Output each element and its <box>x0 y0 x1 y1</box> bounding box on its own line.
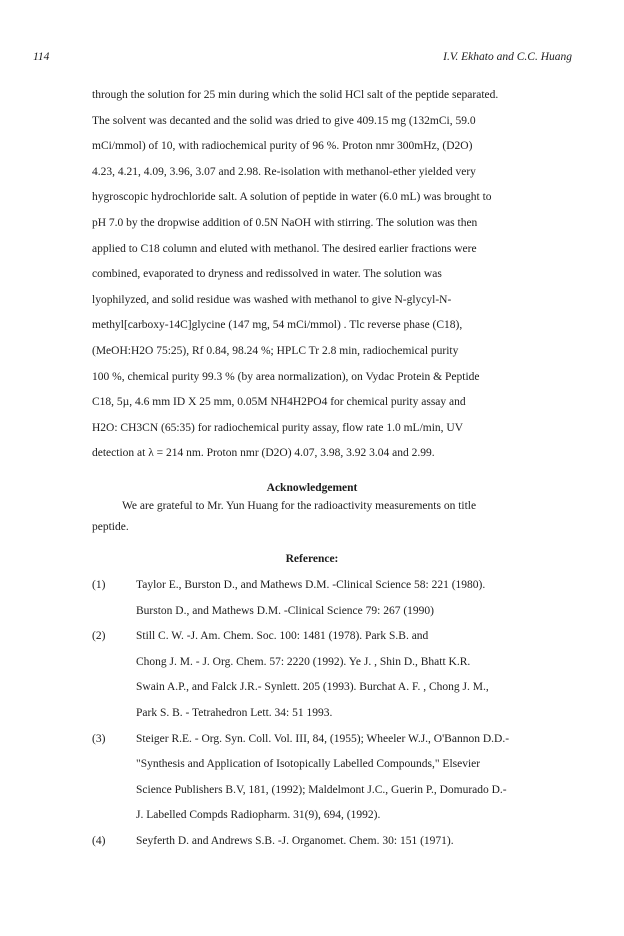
reference-line: Science Publishers B.V, 181, (1992); Maldelmont J.C., Guerin P., Domurado D.- <box>136 783 507 796</box>
body-line: mCi/mmol) of 10, with radiochemical purity of 96 %. Proton nmr 300mHz, (D2O) <box>92 140 473 153</box>
acknowledgement-line: We are grateful to Mr. Yun Huang for the radioactivity measurements on title <box>122 500 477 512</box>
acknowledgement-heading: Acknowledgement <box>266 482 358 494</box>
body-line: The solvent was decanted and the solid was dried to give 409.15 mg (132mCi, 59.0 <box>92 114 476 127</box>
references-heading: Reference: <box>285 553 339 565</box>
body-line: hygroscopic hydrochloride salt. A solution of peptide in water (6.0 mL) was brought to <box>92 191 492 204</box>
reference-item <box>92 727 572 829</box>
page-number: 114 <box>33 51 50 63</box>
body-line: applied to C18 column and eluted with methanol. The desired earlier fractions were <box>92 242 477 255</box>
reference-item <box>92 829 572 855</box>
body-line: methyl[carboxy-14C]glycine (147 mg, 54 mCi/mmol) . Tlc reverse phase (C18), <box>92 319 463 332</box>
body-line: 4.23, 4.21, 4.09, 3.96, 3.07 and 2.98. Re-isolation with methanol-ether yielded very <box>92 165 476 178</box>
reference-number: (2) <box>92 630 106 643</box>
reference-number: (1) <box>92 579 106 591</box>
reference-line: Swain A.P., and Falck J.R.- Synlett. 205 (1993). Burchat A. F. , Chong J. M., <box>136 681 489 694</box>
body-line: C18, 5µ, 4.6 mm ID X 25 mm, 0.05M NH4H2PO4 for chemical purity assay and <box>92 396 466 409</box>
body-line: through the solution for 25 min during which the solid HCl salt of the peptide separated. <box>92 89 499 101</box>
body-line: pH 7.0 by the dropwise addition of 0.5N NaOH with stirring. The solution was then <box>92 216 478 229</box>
reference-number: (4) <box>92 834 106 847</box>
reference-line: Chong J. M. - J. Org. Chem. 57: 2220 (1992). Ye J. , Shin D., Bhatt K.R. <box>136 655 471 668</box>
body-line: H2O: CH3CN (65:35) for radiochemical purity assay, flow rate 1.0 mL/min, UV <box>92 421 464 434</box>
reference-line: Steiger R.E. - Org. Syn. Coll. Vol. III, 84, (1955); Wheeler W.J., O'Bannon D.D.- <box>136 732 510 745</box>
acknowledgement-text <box>92 496 562 538</box>
running-head: I.V. Ekhato and C.C. Huang <box>443 51 572 63</box>
reference-line: Still C. W. -J. Am. Chem. Soc. 100: 1481 (1978). Park S.B. and <box>136 630 429 643</box>
body-line: detection at λ = 214 nm. Proton nmr (D2O) 4.07, 3.98, 3.92 3.04 and 2.99. <box>92 447 435 460</box>
acknowledgement-line: peptide. <box>92 521 129 533</box>
body-line: combined, evaporated to dryness and redissolved in water. The solution was <box>92 268 442 281</box>
body-line: (MeOH:H2O 75:25), Rf 0.84, 98.24 %; HPLC Tr 2.8 min, radiochemical purity <box>92 344 459 357</box>
reference-line: J. Labelled Compds Radiopharm. 31(9), 694, (1992). <box>136 809 381 822</box>
body-line: 100 %, chemical purity 99.3 % (by area normalization), on Vydac Protein & Peptide <box>92 370 480 383</box>
reference-line: Burston D., and Mathews D.M. -Clinical Science 79: 267 (1990) <box>136 604 434 617</box>
body-line: lyophilyzed, and solid residue was washed with methanol to give N-glycyl-N- <box>92 293 452 306</box>
reference-number: (3) <box>92 732 106 745</box>
reference-item <box>92 624 572 726</box>
reference-list <box>92 573 572 855</box>
reference-line: Seyferth D. and Andrews S.B. -J. Organomet. Chem. 30: 151 (1971). <box>136 834 454 847</box>
reference-line: Taylor E., Burston D., and Mathews D.M. -Clinical Science 58: 221 (1980). <box>136 579 486 591</box>
body-text <box>92 83 562 467</box>
reference-line: Park S. B. - Tetrahedron Lett. 34: 51 1993. <box>136 706 333 719</box>
reference-item <box>92 573 572 624</box>
reference-line: "Synthesis and Application of Isotopically Labelled Compounds," Elsevier <box>136 758 481 771</box>
